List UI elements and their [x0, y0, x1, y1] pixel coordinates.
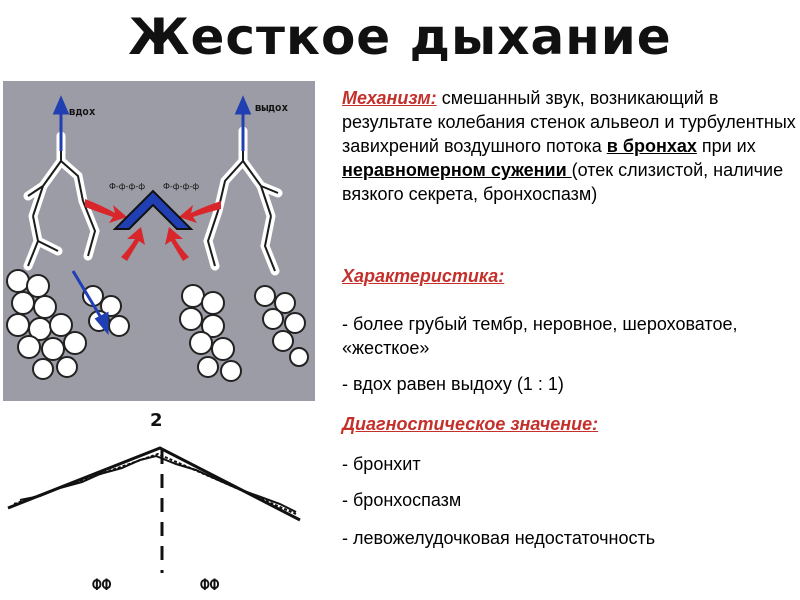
mechanism-emph-b: неравномерном сужении — [342, 160, 572, 180]
phonogram-lines — [8, 448, 300, 573]
page-title: Жесткое дыхание — [128, 8, 672, 66]
phonogram-diagram — [0, 408, 312, 598]
label-sound-right: Ф-ф-ф-ф — [163, 182, 200, 191]
characteristic-item-1: - более грубый тембр, неровное, шероховатое, «жесткое» — [342, 314, 738, 358]
phonogram-number: 2 — [150, 410, 163, 431]
characteristic-item-2: - вдох равен выдоху (1 : 1) — [342, 374, 564, 394]
label-inhale: вдох — [69, 105, 96, 118]
diagnostic-heading: Диагностическое значение: — [342, 414, 599, 434]
mechanism-text-c: (отек слизистой, наличие вязкого секрета, бронхоспазм) — [342, 160, 784, 204]
phonogram-label-right: ФФ — [200, 575, 220, 594]
diagnostic-item-2: - бронхоспазм — [342, 490, 462, 510]
characteristic-heading: Характеристика: — [342, 266, 505, 286]
label-exhale: выдох — [255, 101, 289, 114]
mechanism-text-b: при их — [696, 136, 756, 156]
diagnostic-item-3: - левожелудочковая недостаточность — [342, 528, 656, 548]
mechanism-paragraph — [342, 86, 798, 206]
mechanism-heading: Механизм: — [342, 88, 437, 108]
mechanism-text-a: смешанный звук, возникающий в результате колебания стенок альвеол и турбулентных завихрений воздушного потока — [342, 88, 796, 156]
phonogram-drawing — [0, 408, 312, 598]
label-sound-left: Ф-ф-ф-ф — [109, 182, 146, 191]
phonogram-label-left: ФФ — [92, 575, 112, 594]
lung-drawing — [3, 81, 315, 401]
lung-illustration — [3, 81, 315, 401]
diagnostic-item-1: - бронхит — [342, 454, 421, 474]
mechanism-emph-a: в бронхах — [606, 136, 697, 156]
